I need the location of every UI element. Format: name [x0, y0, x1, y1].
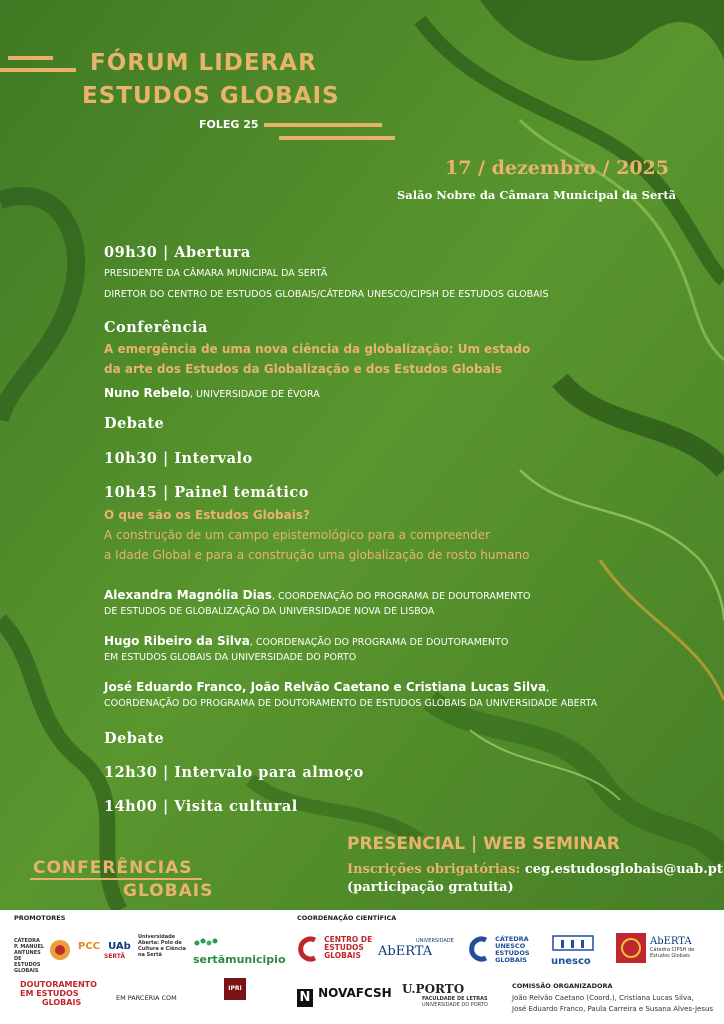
partnership-label: EM PARCERIA COM	[116, 994, 177, 1002]
universidade-aberta-logo: UNIVERSIDADE AbERTA	[378, 938, 454, 959]
decorative-bar-right-2	[279, 136, 395, 140]
catedra-unesco-icon	[468, 936, 490, 962]
organizing-committee-line1: João Relvão Caetano (Coord.), Cristiana Lucas Silva,	[512, 994, 694, 1002]
cipsh-logo	[615, 932, 647, 968]
cipsh-aberta-logo: AbERTA Cátedra CIPSH de Estudos Globais	[650, 936, 695, 959]
speaker-role: , COORDENAÇÃO DO PROGRAMA DE DOUTORAMENTO	[271, 591, 531, 602]
speaker-name: José Eduardo Franco, João Relvão Caetano e Cristiana Lucas Silva	[104, 680, 547, 694]
event-title-line2: ESTUDOS GLOBAIS	[82, 83, 340, 109]
decorative-bar-right	[264, 123, 382, 127]
event-acronym: FOLEG 25	[199, 118, 259, 131]
serta-dots-icon	[193, 937, 221, 949]
attendance-mode: PRESENCIAL | WEB SEMINAR	[347, 834, 620, 854]
debate-heading-1: Debate	[104, 415, 165, 432]
decorative-bar-left	[8, 56, 53, 60]
catedra-unesco-logo: CÁTEDRA UNESCO ESTUDOS GLOBAIS	[468, 936, 530, 966]
centro-estudos-globais-logo: CENTRO DE ESTUDOS GLOBAIS	[297, 936, 372, 962]
panel-speaker-1	[104, 584, 530, 603]
coordination-label: COORDENAÇÃO CIENTÍFICA	[297, 914, 397, 922]
panel-heading: 10h45 | Painel temático	[104, 484, 309, 501]
speaker-role: ,	[546, 683, 550, 694]
registration-label: Inscrições obrigatórias:	[347, 862, 521, 877]
organizing-committee-line2: José Eduardo Franco, Paula Carreira e Susana Alves-Jesus	[512, 1005, 714, 1013]
registration-note: (participação gratuita)	[347, 880, 514, 895]
conference-heading: Conferência	[104, 319, 208, 336]
polo-label: Universidade Aberta: Polo de Cultura e Ciência na Sertã	[138, 934, 186, 958]
lunch-heading: 12h30 | Intervalo para almoço	[104, 764, 364, 781]
panel-speaker-1-role: DE ESTUDOS DE GLOBALIZAÇÃO DA UNIVERSIDADE NOVA DE LISBOA	[104, 606, 435, 617]
panel-speaker-3-role: COORDENAÇÃO DO PROGRAMA DE DOUTORAMENTO DE ESTUDOS GLOBAIS DA UNIVERSIDADE ABERTA	[104, 698, 598, 709]
ceg-icon	[297, 936, 319, 962]
speaker-name: Nuno Rebelo	[104, 386, 191, 400]
footer-logos	[0, 910, 724, 1024]
uporto-logo: U.PORTO FACULDADE DE LETRAS UNIVERSIDADE DO PORTO	[402, 982, 488, 1008]
panel-speaker-2-role: EM ESTUDOS GLOBAIS DA UNIVERSIDADE DO PORTO	[104, 652, 357, 663]
registration-line	[347, 862, 723, 877]
serta-municipio-logo: sertãmunicipio	[193, 934, 286, 966]
event-date: 17 / dezembro / 2025	[445, 157, 669, 179]
event-venue: Salão Nobre da Câmara Municipal da Sertã	[397, 188, 677, 202]
unesco-logo: unesco	[551, 934, 595, 967]
nova-n-icon: N	[297, 989, 313, 1007]
ipri-logo: IPRI	[224, 978, 246, 1000]
series-logo-bar	[30, 878, 202, 880]
event-title-line1: FÓRUM LIDERAR	[90, 50, 317, 76]
registration-email[interactable]: ceg.estudosglobais@uab.pt	[524, 862, 723, 877]
nova-fcsh-logo: N $^{NOVAFCSH}$	[297, 986, 392, 1007]
conference-talk-line2: da arte dos Estudos da Globalização e dos Estudos Globais	[104, 362, 502, 376]
speaker-name: Hugo Ribeiro da Silva	[104, 634, 250, 648]
panel-description-line2: a Idade Global e para a construção uma globalização de rosto humano	[104, 548, 530, 562]
debate-heading-2: Debate	[104, 730, 165, 747]
cipsh-emblem-icon	[615, 932, 647, 964]
break-heading: 10h30 | Intervalo	[104, 450, 253, 467]
promoters-label: PROMOTORES	[14, 914, 66, 922]
panel-description-line1: A construção de um campo epistemológico para a compreender	[104, 528, 491, 542]
conference-speaker	[104, 382, 320, 401]
pcc-uab-logo: PCC UAb SERTÃ	[78, 941, 131, 960]
speaker-affiliation: , UNIVERSIDADE DE ÉVORA	[190, 389, 320, 400]
decorative-bar-left-2	[0, 68, 76, 72]
visit-heading: 14h00 | Visita cultural	[104, 798, 298, 815]
organizing-committee-label: COMISSÃO ORGANIZADORA	[512, 982, 613, 990]
opening-line1: PRESIDENTE DA CÂMARA MUNICIPAL DA SERTÃ	[104, 268, 328, 279]
unesco-temple-icon	[551, 934, 595, 952]
doutoramento-logo: DOUTORAMENTO EM ESTUDOS GLOBAIS	[20, 980, 97, 1007]
speaker-role: , COORDENAÇÃO DO PROGRAMA DE DOUTORAMENTO	[249, 637, 509, 648]
series-logo-line1: CONFERÊNCIAS	[33, 858, 193, 878]
catedra-antunes-logo: CÁTEDRA P. MANUEL ANTUNES DE ESTUDOS GLOBAIS	[14, 934, 70, 970]
panel-speaker-3	[104, 676, 549, 695]
opening-line2: DIRETOR DO CENTRO DE ESTUDOS GLOBAIS/CÁTEDRA UNESCO/CIPSH DE ESTUDOS GLOBAIS	[104, 289, 549, 300]
conference-talk-line1: A emergência de uma nova ciência da globalização: Um estado	[104, 342, 531, 356]
opening-heading: 09h30 | Abertura	[104, 244, 251, 261]
speaker-name: Alexandra Magnólia Dias	[104, 588, 272, 602]
series-logo-line2: GLOBAIS	[123, 881, 214, 901]
panel-question: O que são os Estudos Globais?	[104, 508, 310, 522]
panel-speaker-2	[104, 630, 508, 649]
